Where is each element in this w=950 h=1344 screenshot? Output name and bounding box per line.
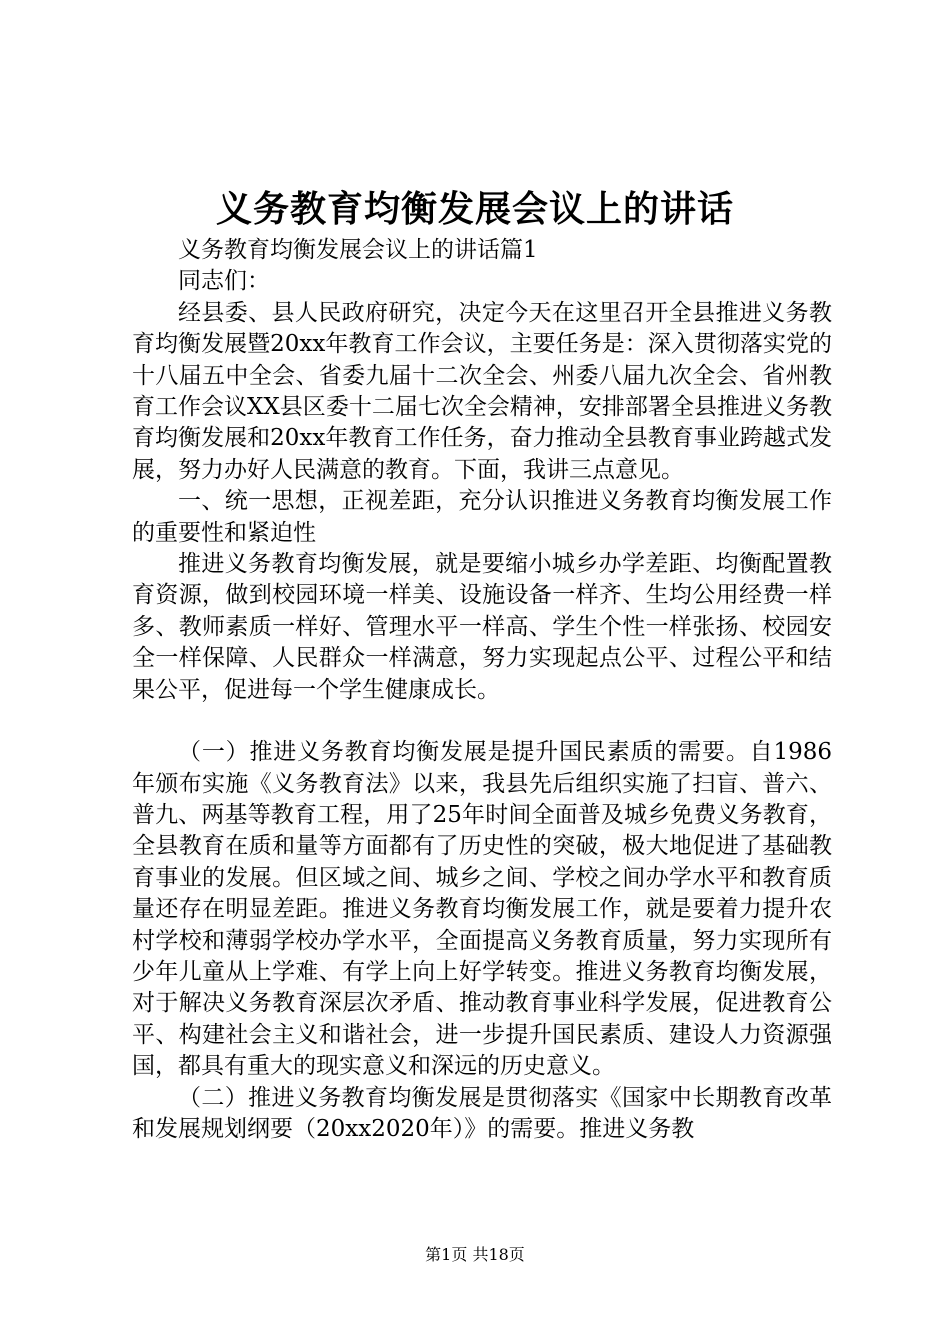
paragraph-goals: 推进义务教育均衡发展，就是要缩小城乡办学差距、均衡配置教育资源，做到校园环境一样美、设施设备一样齐、生均公用经费一样多、教师素质一样好、管理水平一样高、学生个性一样张扬、校园安全一样保障、人民群众一样满意，努力实现起点公平、过程公平和结果公平，促进每一个学生健康成长。 xyxy=(132,551,832,703)
document-title: 义务教育均衡发展会议上的讲话 xyxy=(215,188,734,230)
paragraph-point-2: （二）推进义务教育均衡发展是贯彻落实《国家中长期教育改革和发展规划纲要（20xx2020年）》的需要。推进义务教 xyxy=(132,1084,832,1142)
salutation: 同志们： xyxy=(178,268,270,295)
paragraph-intro: 经县委、县人民政府研究，决定今天在这里召开全县推进义务教育均衡发展暨20xx年教育工作会议，主要任务是：深入贯彻落实党的十八届五中全会、省委九届十二次全会、州委八届九次全会、省州教育工作会议XX县区委十二届七次全会精神，安排部署全县推进义务教育均衡发展和20xx年教育工作任务，奋力推动全县教育事业跨越式发展，努力办好人民满意的教育。下面，我讲三点意见。 xyxy=(132,299,832,483)
page-footer: 第1页 共18页 xyxy=(425,1245,525,1264)
document-body xyxy=(132,235,832,1145)
paragraph-point-1: （一）推进义务教育均衡发展是提升国民素质的需要。自1986年颁布实施《义务教育法》以来，我县先后组织实施了扫盲、普六、普九、两基等教育工程，用了25年时间全面普及城乡免费义务教育，全县教育在质和量等方面都有了历史性的突破，极大地促进了基础教育事业的发展。但区域之间、城乡之间、学校之间办学水平和教育质量还存在明显差距。推进义务教育均衡发展工作，就是要着力提升农村学校和薄弱学校办学水平，全面提高义务教育质量，努力实现所有少年儿童从上学难、有学上向上好学转变。推进义务教育均衡发展，对于解决义务教育深层次矛盾、推动教育事业科学发展，促进教育公平、构建社会主义和谐社会，进一步提升国民素质、建设人力资源强国，都具有重大的现实意义和深远的历史意义。 xyxy=(132,739,832,1080)
section-subtitle: 义务教育均衡发展会议上的讲话篇1 xyxy=(178,237,538,263)
section-heading-1: 一、统一思想，正视差距，充分认识推进义务教育均衡发展工作的重要性和紧迫性 xyxy=(132,488,832,546)
